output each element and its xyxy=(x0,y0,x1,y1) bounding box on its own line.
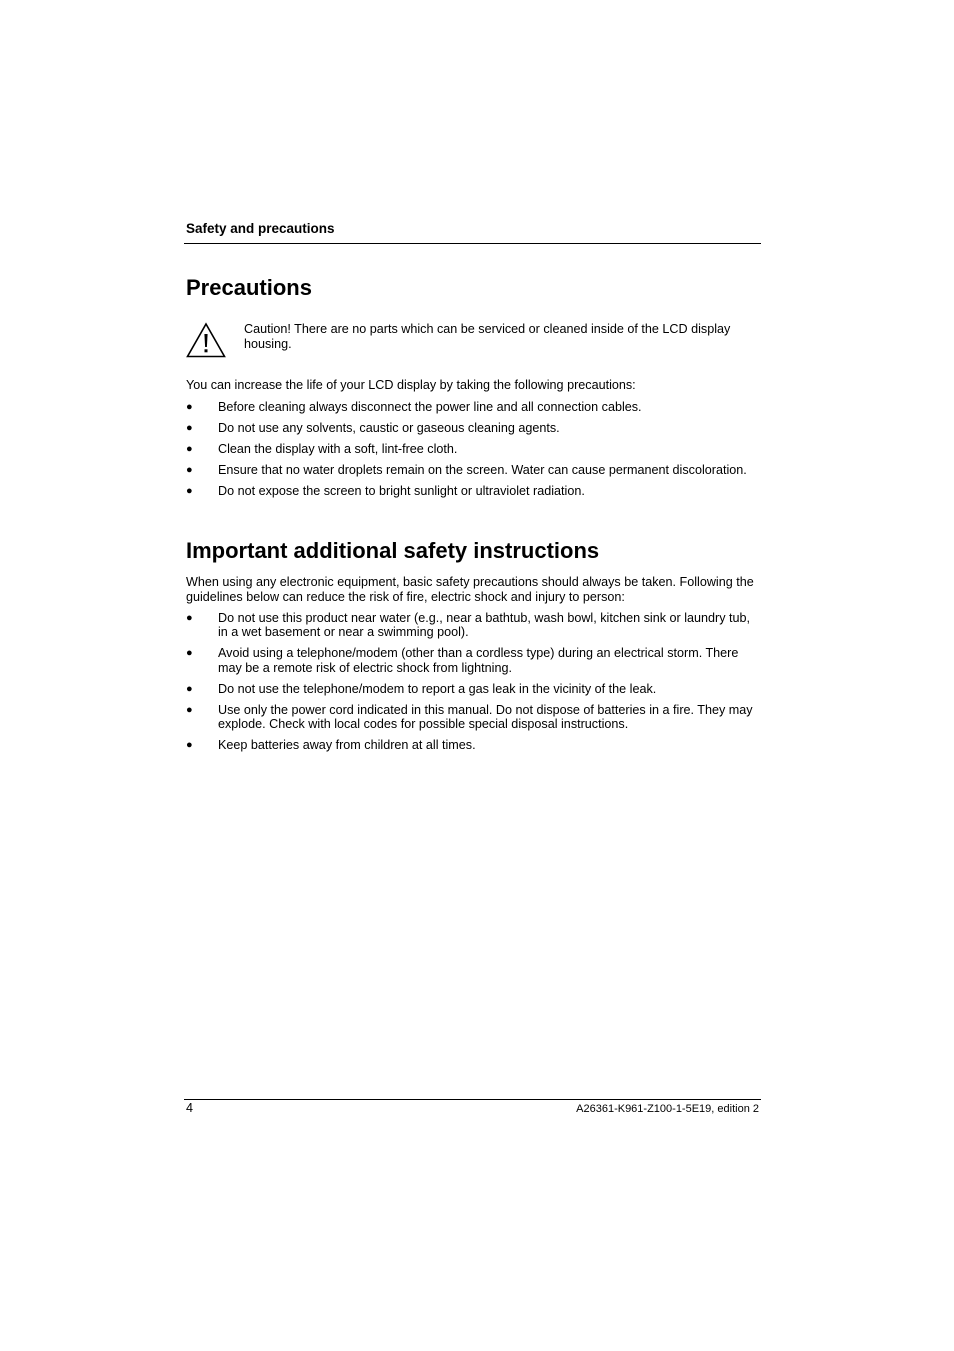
list-item xyxy=(186,484,761,499)
manual-page xyxy=(186,0,761,1351)
warning-triangle-icon xyxy=(186,322,226,358)
caution-text: Caution! There are no parts which can be serviced or cleaned inside of the LCD display housing. xyxy=(244,322,731,351)
list-item-text: Do not expose the screen to bright sunlight or ultraviolet radiation. xyxy=(218,483,585,498)
safety-heading: Important additional safety instructions xyxy=(186,538,600,563)
precautions-intro: You can increase the life of your LCD display by taking the following precautions: xyxy=(186,378,636,392)
list-item-text: Do not use the telephone/modem to report a gas leak in the vicinity of the leak. xyxy=(218,681,657,696)
bullet-icon: ● xyxy=(186,463,193,476)
list-item-text: Ensure that no water droplets remain on the screen. Water can cause permanent discoloration. xyxy=(218,462,747,477)
list-item xyxy=(186,738,761,753)
list-item xyxy=(186,703,761,732)
bullet-icon: ● xyxy=(186,739,193,751)
list-item xyxy=(186,421,761,436)
bullet-icon: ● xyxy=(186,442,193,455)
bullet-icon: ● xyxy=(186,647,193,659)
page-number: 4 xyxy=(186,1101,194,1115)
precautions-heading: Precautions xyxy=(186,275,312,300)
safety-intro: When using any electronic equipment, basic safety precautions should always be taken. Following the guidelines below can reduce the risk of fire, electric shock and injury to person: xyxy=(186,575,754,604)
list-item-text: Use only the power cord indicated in this manual. Do not dispose of batteries in a fire. They may explode. Check with local codes for possible special disposal instructions. xyxy=(218,702,753,731)
bullet-icon: ● xyxy=(186,682,193,695)
list-item xyxy=(186,646,761,675)
precautions-list xyxy=(186,400,761,505)
list-item-text: Avoid using a telephone/modem (other than a cordless type) during an electrical storm. There may be a remote risk of electric shock from lightning. xyxy=(218,646,739,675)
list-item-text: Do not use this product near water (e.g., near a bathtub, wash bowl, kitchen sink or laundry tub, in a wet basement or near a swimming pool). xyxy=(218,610,751,639)
header-rule xyxy=(184,243,761,244)
bullet-icon: ● xyxy=(186,611,193,624)
list-item xyxy=(186,611,761,640)
list-item-text: Do not use any solvents, caustic or gaseous cleaning agents. xyxy=(218,420,560,435)
list-item-text: Before cleaning always disconnect the power line and all connection cables. xyxy=(218,399,642,414)
list-item xyxy=(186,400,761,415)
list-item xyxy=(186,682,761,697)
running-header: Safety and precautions xyxy=(186,221,335,236)
document-id: A26361-K961-Z100-1-5E19, edition 2 xyxy=(576,1103,759,1115)
safety-list xyxy=(186,611,761,760)
list-item xyxy=(186,463,761,478)
bullet-icon: ● xyxy=(186,484,193,497)
list-item-text: Keep batteries away from children at all times. xyxy=(218,738,476,752)
list-item-text: Clean the display with a soft, lint-free cloth. xyxy=(218,441,458,456)
list-item xyxy=(186,442,761,457)
bullet-icon: ● xyxy=(186,421,193,434)
bullet-icon: ● xyxy=(186,703,193,716)
bullet-icon: ● xyxy=(186,400,193,413)
footer-rule xyxy=(184,1099,761,1100)
